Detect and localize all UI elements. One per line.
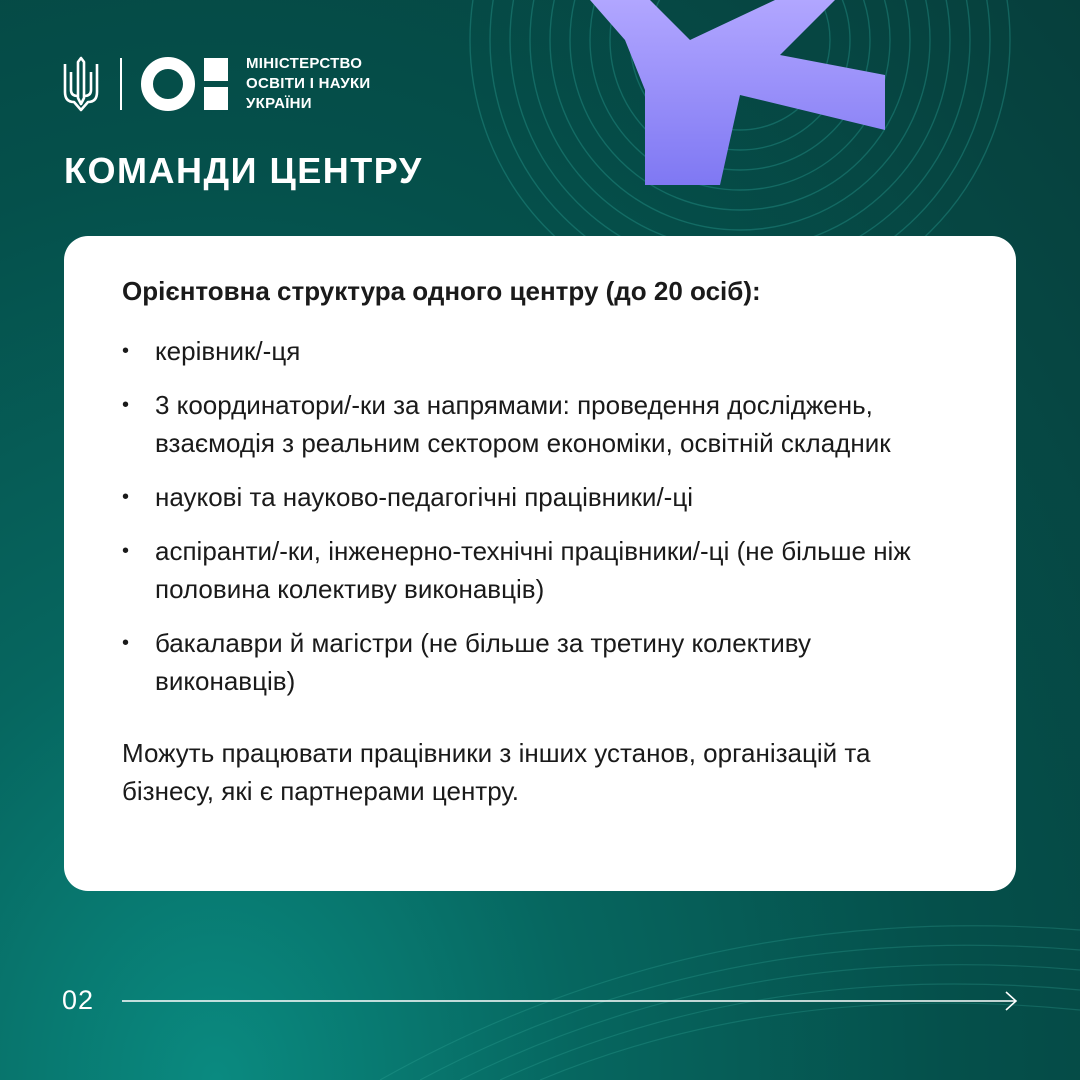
ministry-line: УКРАЇНИ bbox=[246, 95, 312, 112]
list-item: • 3 координатори/-ки за напрямами: проведення досліджень, взаємодія з реальним сектором економіки, освітній складник bbox=[122, 386, 958, 462]
arrow-right-icon bbox=[122, 991, 1020, 1011]
list-item: • керівник/-ця bbox=[122, 332, 958, 370]
star-decoration bbox=[590, 0, 885, 185]
content-card bbox=[64, 236, 1016, 891]
ministry-name bbox=[246, 54, 371, 114]
list-item: • бакалаври й магістри (не більше за третину колективу виконавців) bbox=[122, 624, 958, 700]
structure-list bbox=[122, 332, 958, 700]
card-heading: Орієнтовна структура одного центру (до 20 осіб): bbox=[122, 276, 761, 306]
trident-icon bbox=[62, 56, 100, 112]
list-item: • наукові та науково-педагогічні працівники/-ці bbox=[122, 478, 958, 516]
logo-divider bbox=[120, 58, 122, 110]
page-title: КОМАНДИ ЦЕНТРУ bbox=[64, 150, 423, 191]
ministry-line: МІНІСТЕРСТВО bbox=[246, 55, 363, 72]
ministry-logo bbox=[62, 55, 371, 113]
page-number: 02 bbox=[62, 985, 95, 1015]
ministry-line: ОСВІТИ І НАУКИ bbox=[246, 75, 371, 92]
ministry-mark-icon bbox=[140, 56, 234, 112]
list-item: • аспіранти/-ки, інженерно-технічні працівники/-ці (не більше ніж половина колективу виконавців) bbox=[122, 532, 958, 608]
card-footnote: Можуть працювати працівники з інших установ, організацій та бізнесу, які є партнерами центру. bbox=[122, 738, 871, 806]
